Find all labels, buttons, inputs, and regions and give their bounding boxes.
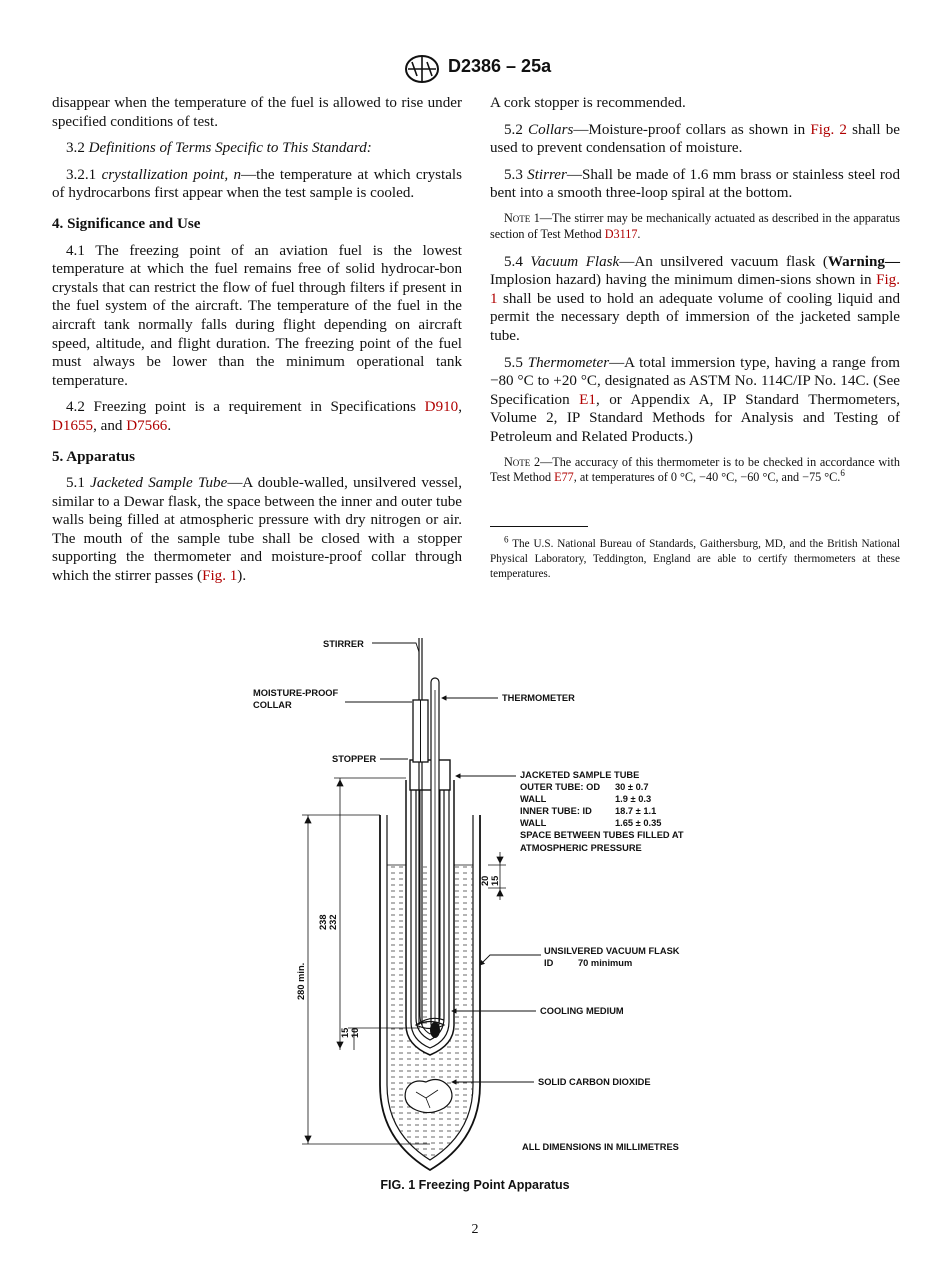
link-d7566[interactable]: D7566 bbox=[126, 417, 168, 434]
value-wall-1: 1.9 ± 0.3 bbox=[615, 794, 652, 804]
paragraph-5-4: 5.4 Vacuum Flask—An unsilvered vacuum flask (Warning—Implosion hazard) having the minimum dimen-sions shown in Fig. 1 shall be used to hold an adequate volume of cooling liquid and permit the necessary depth of immersion of the jacketed sample tube. bbox=[490, 253, 901, 344]
link-fig-2[interactable]: Fig. 2 bbox=[810, 121, 847, 138]
apparatus-drawing bbox=[230, 630, 730, 1175]
link-fig-1[interactable]: Fig. 1 bbox=[490, 272, 900, 307]
value-wall-2: 1.65 ± 0.35 bbox=[615, 818, 662, 828]
label-collar-line2: COLLAR bbox=[253, 700, 292, 710]
label-jacketed-sample-tube: JACKETED SAMPLE TUBE bbox=[520, 770, 640, 780]
paragraph-5-3: 5.3 Stirrer—Shall be made of 1.6 mm brass or stainless steel rod bent into a smooth three-loop spiral at the bottom. bbox=[490, 166, 901, 202]
section-4-heading: 4. Significance and Use bbox=[52, 215, 201, 232]
label-flask-line1: UNSILVERED VACUUM FLASK bbox=[544, 946, 680, 956]
link-fig-1[interactable]: Fig. 1 bbox=[202, 568, 238, 585]
dim-15-b: 15 bbox=[490, 875, 500, 886]
paragraph-3-2-1: 3.2.1 crystallization point, n—the temperature at which crystals of hydrocarbons first appear when the test sample is cooled. bbox=[52, 166, 462, 202]
link-d3117[interactable]: D3117 bbox=[604, 226, 638, 241]
label-wall-2: WALL bbox=[520, 818, 547, 828]
thermometer bbox=[430, 678, 440, 1038]
label-space-line2: ATMOSPHERIC PRESSURE bbox=[520, 843, 642, 853]
footnote-6: $^6$ The U.S. National Bureau of Standards, Gaithersburg, MD, and the British National Physical Laboratory, Teddington, England are able to certify thermometers at these temperatures. bbox=[490, 534, 900, 581]
paragraph-5-5: 5.5 Thermometer—A total immersion type, having a range from −80 °C to +20 °C, designated as ASTM No. 114C/IP No. 14C. (See Specification E1, or Appendix A, IP Standard Thermometers, Volume 2, IP Standard Methods for Analysis and Testing of Petroleum and Related Products.) bbox=[490, 354, 900, 445]
label-solid-co2: SOLID CARBON DIOXIDE bbox=[538, 1077, 651, 1087]
label-units: ALL DIMENSIONS IN MILLIMETRES bbox=[522, 1142, 679, 1152]
value-outer-tube: 30 ± 0.7 bbox=[615, 782, 649, 792]
label-wall-1: WALL bbox=[520, 794, 547, 804]
paragraph-5-2: 5.2 Collars—Moisture-proof collars as shown in Fig. 2 shall be used to prevent condensation of moisture. bbox=[490, 121, 900, 157]
label-flask-id: ID bbox=[544, 958, 554, 968]
note-2: Note 2—The accuracy of this thermometer is to be checked in accordance with Test Method E77, at temperatures of 0 °C, −40 °C, −60 °C, and −75 °C.$^6$ bbox=[490, 454, 900, 485]
figure-caption: FIG. 1 Freezing Point Apparatus bbox=[380, 1178, 570, 1192]
leader-flask bbox=[480, 955, 541, 965]
footnote-rule bbox=[490, 526, 588, 527]
right-column bbox=[490, 94, 900, 590]
left-column bbox=[52, 94, 462, 594]
dim-280: 280 min. bbox=[296, 962, 306, 1000]
value-flask-id: 70 minimum bbox=[578, 958, 633, 968]
paragraph-5-1-continued: A cork stopper is recommended. bbox=[490, 95, 686, 111]
link-e77[interactable]: E77 bbox=[554, 470, 574, 485]
astm-logo bbox=[404, 54, 440, 84]
label-inner-tube: INNER TUBE: ID bbox=[520, 806, 592, 816]
note-1: Note 1—The stirrer may be mechanically actuated as described in the apparatus section of Test Method D3117. bbox=[490, 210, 900, 241]
page-number: 2 bbox=[471, 1222, 479, 1237]
dim-238: 238 bbox=[318, 914, 328, 930]
dim-232: 232 bbox=[328, 914, 338, 930]
figure-1-apparatus bbox=[230, 630, 730, 1175]
paragraph-4-1: 4.1 The freezing point of an aviation fuel is the lowest temperature at which the fuel remains free of solid hydrocar-bon crystals that can restrict the flow of fuel through filters if present in the fuel system of the aircraft. The temperature of the fuel in the aircraft tank normally falls during flight depending on aircraft speed, altitude, and flight duration. The freezing point of the fuel must always be lower than the minimum operational tank temperature. bbox=[52, 242, 462, 389]
solid-carbon-dioxide bbox=[405, 1080, 452, 1113]
link-d910[interactable]: D910 bbox=[424, 399, 459, 416]
label-space-line1: SPACE BETWEEN TUBES FILLED AT bbox=[520, 830, 684, 840]
label-stopper: STOPPER bbox=[332, 754, 377, 764]
section-5-heading: 5. Apparatus bbox=[52, 448, 136, 465]
value-inner-tube: 18.7 ± 1.1 bbox=[615, 806, 657, 816]
dim-15-a: 15 bbox=[340, 1027, 350, 1038]
stopper bbox=[410, 760, 450, 790]
document-id: D2386 – 25a bbox=[448, 56, 552, 76]
jacketed-sample-tube bbox=[406, 780, 454, 1055]
link-d1655[interactable]: D1655 bbox=[52, 417, 94, 434]
paragraph-5-1: 5.1 Jacketed Sample Tube—A double-walled, unsilvered vessel, similar to a Dewar flask, the space between the inner and outer tube walls being filled at atmospheric pressure with dry nitrogen or air. The mouth of the sample tube shall be closed with a stopper supporting the thermometer and moisture-proof collar through which the stirrer passes (Fig. 1). bbox=[52, 475, 462, 585]
label-collar-line1: MOISTURE-PROOF bbox=[253, 688, 339, 698]
dim-10: 10 bbox=[350, 1027, 360, 1038]
dim-20: 20 bbox=[480, 875, 490, 886]
label-cooling-medium: COOLING MEDIUM bbox=[540, 1006, 624, 1016]
label-thermometer: THERMOMETER bbox=[502, 693, 575, 703]
label-stirrer: STIRRER bbox=[323, 639, 364, 649]
paragraph-4-2: 4.2 Freezing point is a requirement in Specifications D910, D1655, and D7566. bbox=[52, 399, 462, 434]
paragraph-3-1-continued: disappear when the temperature of the fuel is allowed to rise under specified conditions of test. bbox=[52, 95, 462, 130]
link-e1[interactable]: E1 bbox=[579, 391, 596, 408]
paragraph-3-2: 3.2 Definitions of Terms Specific to This Standard: bbox=[66, 140, 372, 157]
leader-stirrer bbox=[372, 643, 419, 652]
label-outer-tube: OUTER TUBE: OD bbox=[520, 782, 601, 792]
page-header bbox=[0, 54, 950, 84]
